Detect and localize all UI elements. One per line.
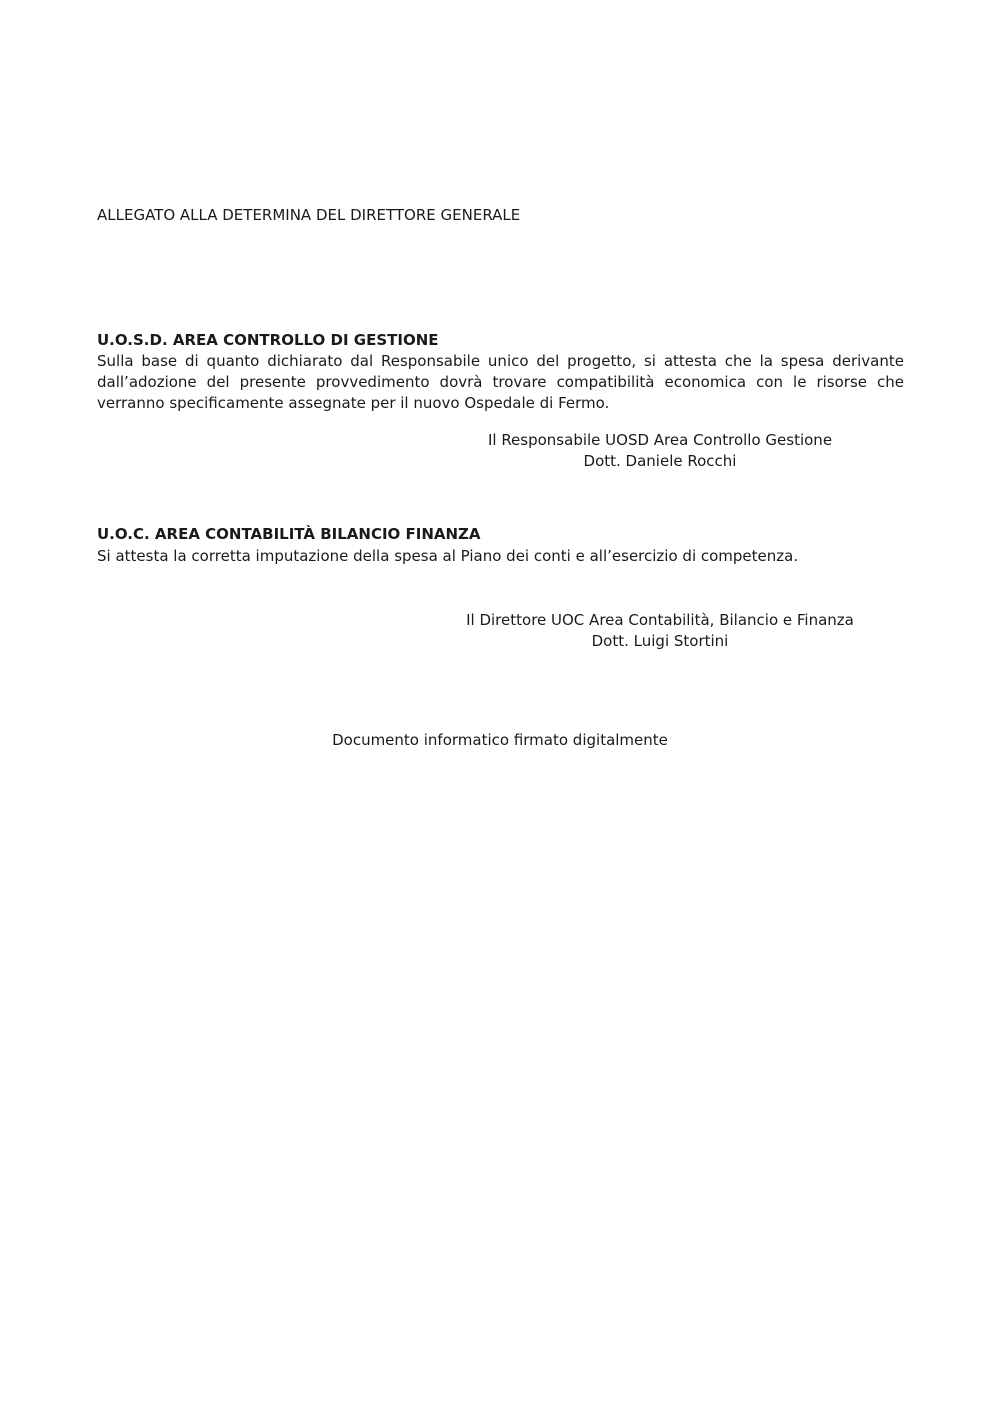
signature-name-uosd: Dott. Daniele Rocchi [583,452,737,470]
digital-signature-note: Documento informatico firmato digitalmente [332,731,668,749]
signature-name-uoc: Dott. Luigi Stortini [591,632,729,650]
allegato-heading: ALLEGATO ALLA DETERMINA DEL DIRETTORE GENERALE [97,206,521,224]
section-heading-uoc: U.O.C. AREA CONTABILITÀ BILANCIO FINANZA [97,525,481,543]
signature-block-uoc [435,610,885,652]
section-body-uoc: Si attesta la corretta imputazione della spesa al Piano dei conti e all’esercizio di competenza. [97,547,799,565]
signature-block-uosd [435,430,885,472]
section-body-uosd: Sulla base di quanto dichiarato dal Responsabile unico del progetto, si attesta che la spesa derivante dall’adozione del presente provvedimento dovrà trovare compatibilità economica con le risorse che verranno specificamente assegnate per il nuovo Ospedale di Fermo. [97,352,904,412]
section-heading-uosd: U.O.S.D. AREA CONTROLLO DI GESTIONE [97,331,439,349]
signature-role-uosd: Il Responsabile UOSD Area Controllo Gestione [487,431,833,449]
signature-role-uoc: Il Direttore UOC Area Contabilità, Bilancio e Finanza [466,611,854,629]
